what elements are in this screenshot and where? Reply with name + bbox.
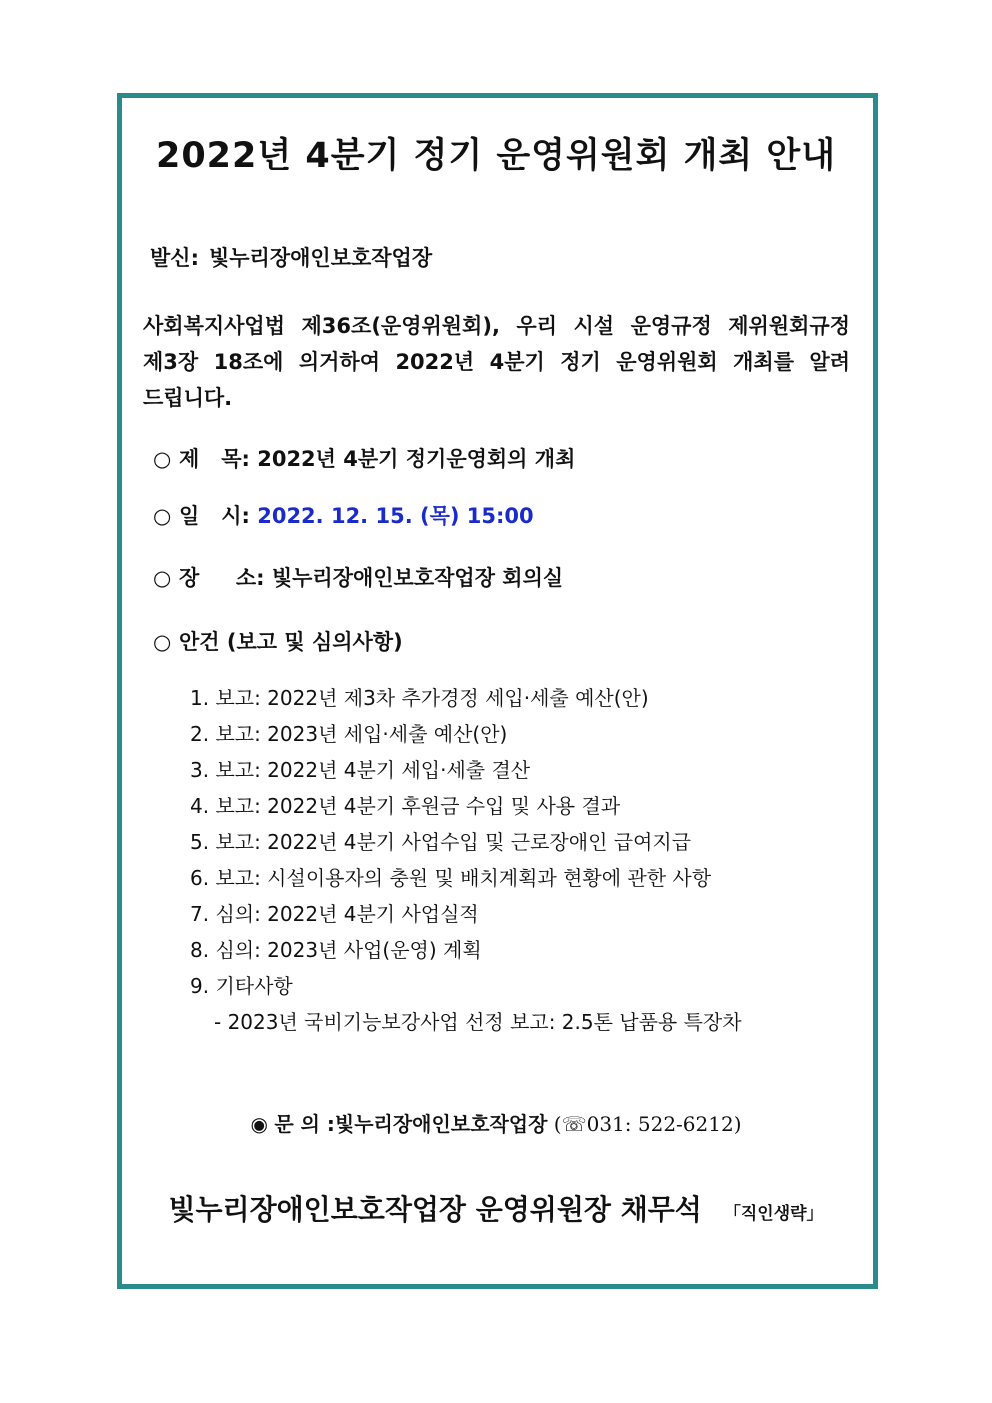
datetime-item: [153, 500, 534, 530]
agenda-item: 5. 보고: 2022년 4분기 사업수입 및 근로장애인 급여지급: [190, 830, 692, 854]
intro-paragraph: [143, 308, 850, 416]
bullet-circle: ○: [153, 566, 172, 590]
bullet-circle: ○: [153, 630, 172, 654]
agenda-heading: [153, 626, 403, 656]
contact-line: [0, 1108, 992, 1137]
intro-line: 드립니다.: [143, 386, 233, 410]
agenda-item: 8. 심의: 2023년 사업(운영) 계획: [190, 938, 482, 962]
agenda-item: 3. 보고: 2022년 4분기 세입·세출 결산: [190, 758, 531, 782]
subject-label: 제 목:: [179, 447, 250, 471]
agenda-item: 4. 보고: 2022년 4분기 후원금 수입 및 사용 결과: [190, 794, 621, 818]
agenda-label: 안건 (보고 및 심의사항): [179, 630, 403, 654]
sender-line: [150, 242, 432, 272]
signature: 빛누리장애인보호작업장 운영위원장 채무석: [168, 1193, 702, 1226]
datetime-label: 일 시:: [179, 504, 250, 528]
agenda-item: 6. 보고: 시설이용자의 충원 및 배치계획과 현황에 관한 사항: [190, 866, 712, 890]
intro-line: 제3장 18조에 의거하여 2022년 4분기 정기 운영위원회 개최를 알려: [143, 350, 850, 374]
sender-label: 발신:: [150, 246, 199, 270]
place-value: 빛누리장애인보호작업장 회의실: [271, 566, 564, 590]
subject-value: 2022년 4분기 정기운영회의 개최: [257, 447, 576, 471]
contact-name: 빛누리장애인보호작업장: [334, 1112, 548, 1136]
agenda-item: 7. 심의: 2022년 4분기 사업실적: [190, 902, 479, 926]
agenda-sub-item: - 2023년 국비기능보강사업 선정 보고: 2.5톤 납품용 특장차: [214, 1010, 742, 1034]
agenda-list: [190, 680, 742, 1040]
stamp-note: 「직인생략」: [723, 1203, 824, 1224]
contact-mark: ◉: [250, 1112, 268, 1136]
place-label: 장 소:: [179, 566, 265, 590]
bullet-circle: ○: [153, 447, 172, 471]
agenda-item: 9. 기타사항: [190, 974, 293, 998]
agenda-item: 1. 보고: 2022년 제3차 추가경정 세입·세출 예산(안): [190, 686, 649, 710]
intro-line: 사회복지사업법 제36조(운영위원회), 우리 시설 운영규정 제위원회규정: [143, 314, 850, 338]
sender-name: 빛누리장애인보호작업장: [208, 246, 433, 270]
place-item: [153, 562, 563, 592]
signature-line: [0, 1188, 992, 1228]
subject-item: [153, 443, 575, 473]
bullet-circle: ○: [153, 504, 172, 528]
agenda-item: 2. 보고: 2023년 세입·세출 예산(안): [190, 722, 508, 746]
document-title: 2022년 4분기 정기 운영위원회 개최 안내: [155, 136, 837, 176]
contact-phone: (☏031: 522-6212): [553, 1112, 742, 1136]
contact-label: 문 의 :: [274, 1112, 335, 1136]
datetime-value: 2022. 12. 15. (목) 15:00: [257, 504, 534, 528]
